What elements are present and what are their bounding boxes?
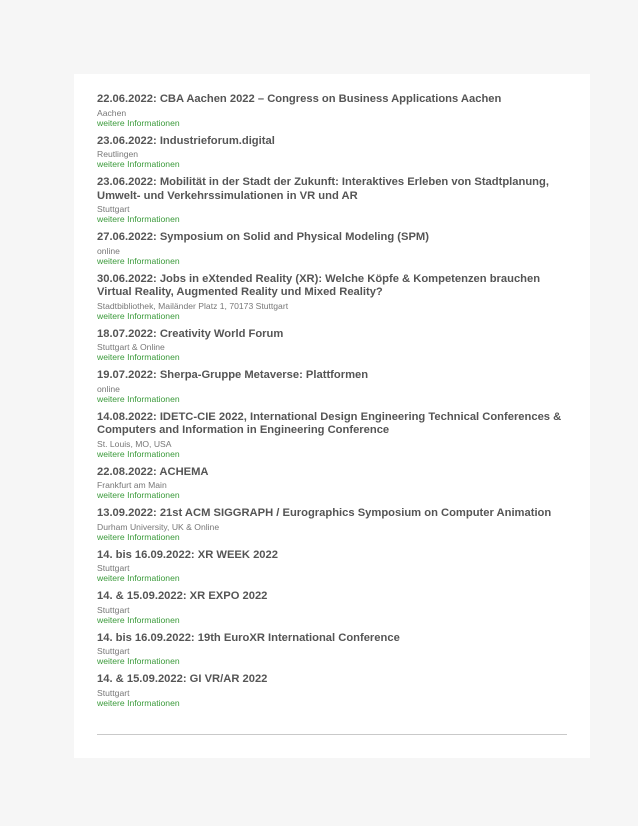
event-item [97,273,569,321]
event-title: 14. bis 16.09.2022: XR WEEK 2022 [97,548,278,561]
more-info-link[interactable]: weitere Informationen [97,614,180,625]
event-location: Frankfurt am Main [97,480,167,490]
more-info-link[interactable]: weitere Informationen [97,214,180,224]
divider-line [97,734,567,735]
document-page [74,74,590,758]
more-info-link[interactable]: weitere Informationen [97,490,180,500]
event-title: 30.06.2022: Jobs in eXtended Reality (XR): Welche Köpfe & Kompetenzen brauchen Virtual Reality, Augmented Reality und Mixed Reality? [97,272,541,298]
event-title: 23.06.2022: Industrieforum.digital [97,134,275,147]
event-item [97,673,569,708]
event-title: 18.07.2022: Creativity World Forum [97,327,284,340]
more-info-link[interactable]: weitere Informationen [97,531,180,542]
event-location: St. Louis, MO, USA [97,438,172,449]
more-info-link[interactable]: weitere Informationen [97,352,180,362]
event-location: Durham University, UK & Online [97,521,220,532]
more-info-link[interactable]: weitere Informationen [97,697,180,708]
more-info-link[interactable]: weitere Informationen [97,255,180,266]
event-item [97,135,569,170]
event-item [97,328,569,363]
event-item [97,632,569,667]
event-location: Stuttgart [97,604,130,615]
event-item [97,507,569,542]
more-info-link[interactable]: weitere Informationen [97,448,180,459]
event-title: 19.07.2022: Sherpa-Gruppe Metaverse: Plattformen [97,369,369,381]
event-item [97,466,569,501]
event-item [97,549,569,584]
event-item [97,369,569,404]
event-item [97,93,569,128]
event-location: online [97,383,120,394]
event-location: Aachen [97,107,127,118]
event-location: Stuttgart [97,687,130,698]
event-title: 14. bis 16.09.2022: 19th EuroXR International Conference [97,631,400,644]
event-location: Stuttgart [97,646,130,656]
event-title: 23.06.2022: Mobilität in der Stadt der Zukunft: Interaktives Erleben von Stadtplanung, Umwelt- und Verkehrssimulationen in VR und AR [97,176,549,202]
event-item [97,231,569,266]
event-item [97,176,569,224]
more-info-link[interactable]: weitere Informationen [97,310,180,321]
event-location: Stadtbibliothek, Mailänder Platz 1, 70173 Stuttgart [97,300,289,311]
more-info-link[interactable]: weitere Informationen [97,573,180,583]
event-title: 22.06.2022: CBA Aachen 2022 – Congress on Business Applications Aachen [97,93,502,105]
event-location: Reutlingen [97,149,139,159]
event-location: Stuttgart [97,563,130,573]
more-info-link[interactable]: weitere Informationen [97,117,180,128]
event-title: 14. & 15.09.2022: GI VR/AR 2022 [97,673,268,685]
more-info-link[interactable]: weitere Informationen [97,159,180,169]
event-list [97,93,569,715]
more-info-link[interactable]: weitere Informationen [97,393,180,404]
event-location: Stuttgart & Online [97,342,165,352]
event-title: 14. & 15.09.2022: XR EXPO 2022 [97,590,268,602]
event-title: 14.08.2022: IDETC-CIE 2022, International Design Engineering Technical Conferences & Computers and Information in Engineering Conference [97,410,562,436]
event-location: Stuttgart [97,204,130,214]
event-title: 27.06.2022: Symposium on Solid and Physical Modeling (SPM) [97,231,429,243]
event-title: 13.09.2022: 21st ACM SIGGRAPH / Eurographics Symposium on Computer Animation [97,507,552,519]
more-info-link[interactable]: weitere Informationen [97,656,180,666]
event-location: online [97,245,120,256]
event-item [97,411,569,459]
event-title: 22.08.2022: ACHEMA [97,465,209,478]
event-item [97,590,569,625]
